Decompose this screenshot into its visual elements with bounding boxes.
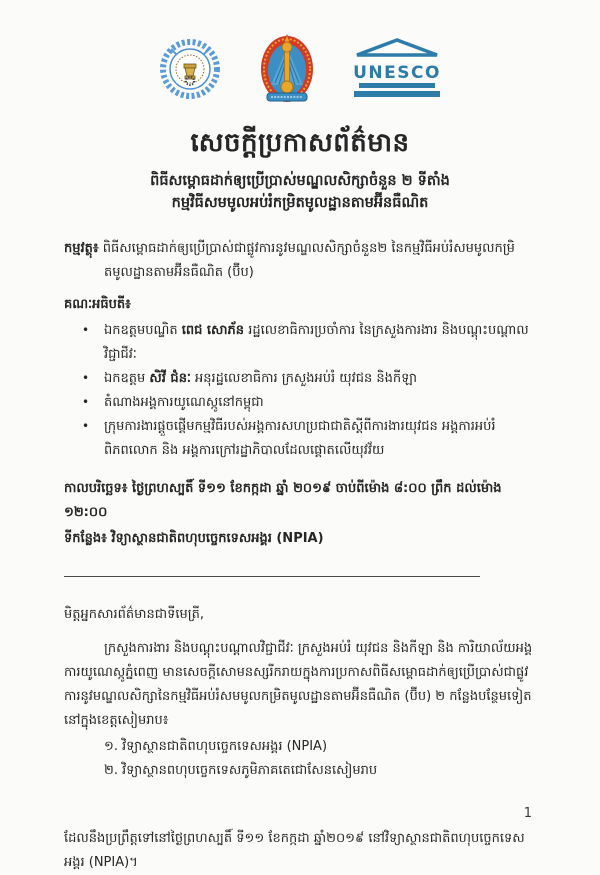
subject-text: ពិធីសម្ពោធដាក់ឲ្យប្រើប្រាស់ជាផ្លូវការនូវមណ្ឌលសិក្សាចំនួន២ នៃកម្មវិធីអប់រំសមមូលកម្រិតមូលដ្ឋានតាមអ៊ីនធឺណិត (ប៊ីប) [98,240,515,280]
unesco-logo-icon [351,38,443,102]
page-number: 1 [523,806,532,821]
bullet-icon: • [82,371,90,386]
official-name: សិវី ជំនៈ [149,371,191,387]
bullet-icon: • [82,419,90,434]
date-value: ថ្ងៃព្រហស្បតិ៍ ទី១១ ខែកក្កដា ឆ្នាំ ២០១៩ ចាប់ពីម៉ោង ៨:០០ ព្រឹក ដល់ម៉ោង ១២:០០ [64,481,502,521]
announcement-paragraph: ក្រសួងការងារ និងបណ្តុះបណ្តាលវិជ្ជាជីវៈ ក្រសួងអប់រំ យុវជន និងកីឡា និង ការិយាល័យអង្គការយូណេស្កូភ្នំពេញ មានសេចក្តីសោមនស្សរីករាយក្នុងការប្រកាសពិធីសម្ពោធដាក់ឲ្យប្រើប្រាស់ជាផ្លូវការនូវមណ្ឌលសិក្សានៃកម្មវិធីអប់រំសមមូលកម្រិតមូលដ្ឋានតាមអ៊ីនធឺណិត (ប៊ីប) ២ កន្លែងបន្ថែមទៀតនៅក្នុងខេត្តសៀមរាប៖ [64,640,533,728]
header-logos [64,30,536,110]
khmer-numeral: ១. [104,738,118,754]
press-release-title: សេចក្តីប្រកាសព័ត៌មាន [190,128,410,158]
section-divider [64,576,480,577]
official-title: ក្រុមការងារផ្តួចផ្តើមកម្មវិធីរបស់អង្គការសហប្រជាជាតិស្តីពីការងារយុវជន អង្គការអប់រំពិភពលោក និង អង្គការក្រៅរដ្ឋាភិបាលដែលផ្តោតលើយុវវ័យ [104,419,496,459]
presidium-label: គណៈអធិបតី៖ [64,297,131,313]
bullet-icon: • [82,323,90,338]
unesco-logo-text: UNESCO [353,63,441,83]
presidium-item [82,415,536,463]
press-release-subtitle [64,170,536,215]
honorific: ឯកឧត្តម [104,371,150,387]
venue-list [64,735,536,783]
khmer-numeral: ២. [104,762,118,778]
date-label: កាលបរិច្ឆេទ៖ [64,481,133,497]
moeys-seal-icon [257,29,317,111]
honorific: ឯកឧត្តមបណ្ឌិត [104,323,182,339]
subject-line [64,237,536,285]
presidium-item [82,367,536,391]
venue-item [104,735,536,759]
subject-label: កម្មវត្ថុ៖ [64,240,99,256]
subtitle-line-2: កម្មវិធីសមមូលអប់រំកម្រិតមូលដ្ឋានតាមអ៊ីនធឺណិត [171,195,429,212]
mlvt-emblem-icon [157,35,223,105]
subtitle-line-1: ពិធីសម្ពោធដាក់ឲ្យប្រើប្រាស់មណ្ឌលសិក្សាចំនួន ២ ទីតាំង [150,173,450,189]
venue-name: វិទ្យាស្ថានជាតិពហុបច្ចេកទេសអង្គរ (NPIA) [121,738,328,754]
presidium-item [82,319,536,367]
presidium-list [64,319,536,463]
venue-item [104,759,536,783]
date-line [64,477,536,525]
official-title: អនុរដ្ឋលេខាធិការ ក្រសួងអប់រំ យុវជន និងកីឡា [190,371,417,387]
venue-name: វិទ្យាស្ថានពហុបច្ចេកទេសភូមិភាគតេជោសែនសៀមរាប [121,762,378,778]
document-body [64,237,536,875]
venue-value: វិទ្យាស្ថានជាតិពហុបច្ចេកទេសអង្គរ (NPIA) [111,531,324,547]
venue-label: ទីកន្លែង៖ [64,531,112,547]
bullet-icon: • [82,395,90,410]
venue-line [64,527,536,551]
official-title: រដ្ឋលេខាធិការប្រចាំការ នៃក្រសួងការងារ និងបណ្តុះបណ្តាលវិជ្ជាជីវៈ [104,323,529,363]
salutation: មិត្តអ្នកសារព័ត៌មានជាទីមេត្រី, [64,606,205,622]
presidium-item [82,391,536,415]
official-name: ពេជ សោភ័ន [181,323,245,339]
official-title: តំណាងអង្គការយូណេស្កូនៅកម្ពុជា [104,395,264,411]
closing-paragraph: ដែលនឹងប្រព្រឹត្តទៅនៅថ្ងៃព្រហស្បតិ៍ ទី១១ ខែកក្កដា ឆ្នាំ២០១៩ នៅវិទ្យាស្ថានជាតិពហុបច្ចេកទេសអង្គរ (NPIA)។ [64,830,525,870]
